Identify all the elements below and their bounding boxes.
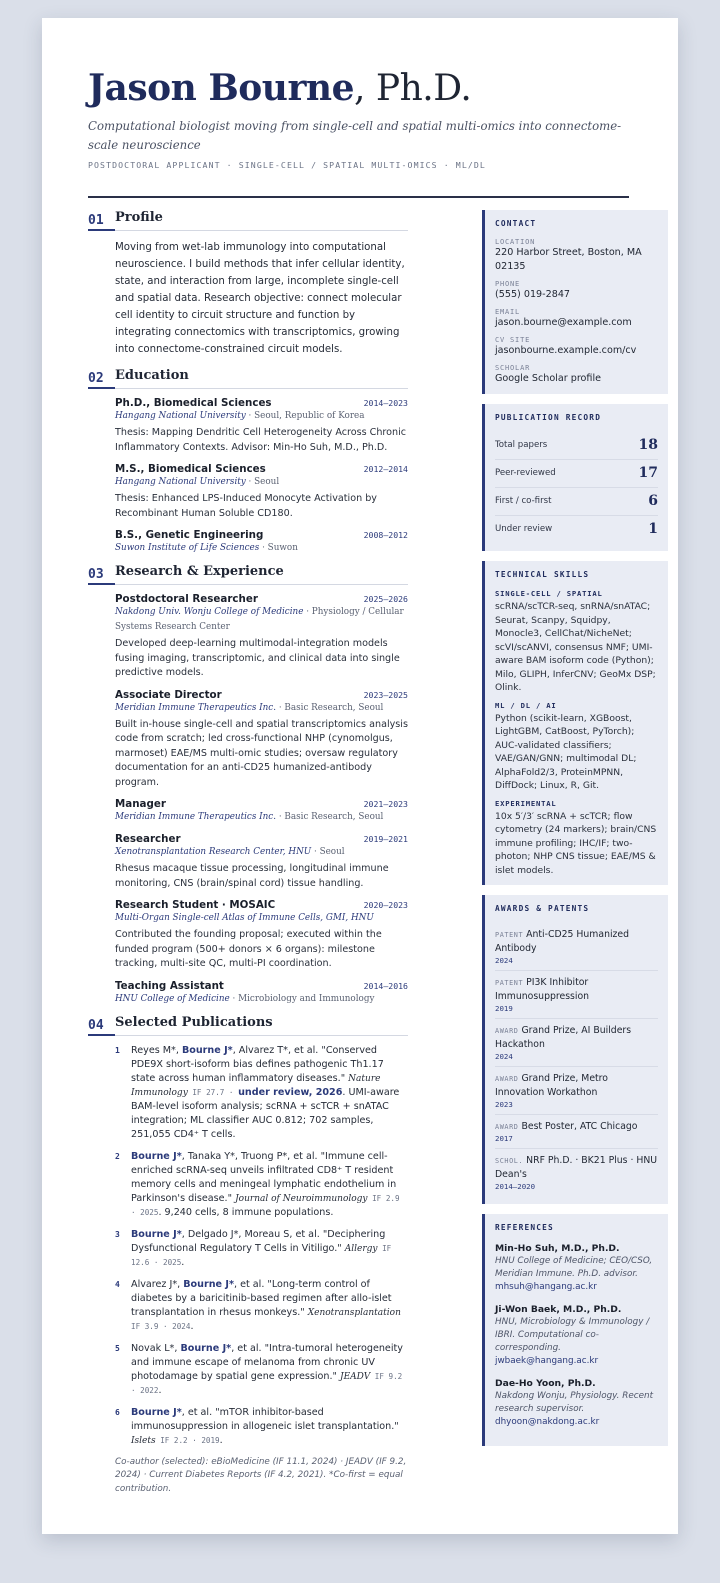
- section-number: 01: [88, 213, 115, 231]
- reference-name: Min-Ho Suh, M.D., Ph.D.: [495, 1243, 620, 1254]
- citation-text: , et al. "Intra-tumoral heterogeneity and immune escape of melanoma from chronic UV photodamage by spatial gene expression.": [131, 1342, 403, 1382]
- entry-dates: 2020–2023: [363, 900, 408, 910]
- contact-card: [482, 210, 668, 394]
- coauthor-note: Co-author (selected): eBioMedicine (IF 11.1, 2024) · JEADV (IF 9.2, 2024) · Current Diabetes Reports (IF 4.2, 2021). *Co-first = equal contribution.: [115, 1456, 407, 1494]
- award-year: 2024: [495, 956, 513, 965]
- institution-location: · Seoul: [245, 477, 280, 487]
- entry-row: [115, 529, 408, 541]
- header-divider: [88, 196, 629, 198]
- candidate-author: Bourne J*: [181, 1044, 233, 1056]
- publication-item: [115, 1406, 408, 1448]
- publication-citation: [131, 1342, 408, 1398]
- card-title: CONTACT: [495, 219, 537, 228]
- section-number: 02: [88, 371, 115, 389]
- award-name: PI3K Inhibitor Immunosuppression: [495, 977, 590, 1002]
- entry-row: [115, 689, 408, 701]
- stat-row: [495, 460, 658, 488]
- contact-label: SCHOLAR: [495, 364, 531, 372]
- award-name-line: [495, 1072, 658, 1100]
- institution-name: Multi-Organ Single-cell Atlas of Immune Cells, GMI, HNU: [115, 913, 374, 923]
- stat-label: Under review: [495, 524, 553, 534]
- tagline: Computational biologist moving from single-cell and spatial multi-omics into connectome-scale neuroscience: [88, 119, 622, 152]
- citation-tail: . UMI-aware BAM-level isoform analysis; scRNA + scTCR + snATAC integration; ML classifier AUC 0.812; 702 samples, 251,055 CD4⁺ T cells.: [131, 1086, 400, 1140]
- skill-group-title: SINGLE-CELL / SPATIAL: [495, 589, 603, 598]
- impact-factor: IF 9.2 · 2022: [131, 1371, 403, 1395]
- award-item: [495, 1149, 658, 1196]
- entry-description: Rhesus macaque tissue processing, longitudinal immune monitoring, CNS (brain/spinal cord) tissue handling.: [115, 863, 389, 889]
- institution-location: · Seoul: [311, 847, 345, 857]
- experience-entry: [115, 899, 408, 972]
- publication-item: [115, 1342, 408, 1398]
- award-list: [495, 923, 658, 1196]
- experience-entry: [115, 798, 408, 825]
- stat-row: [495, 516, 658, 543]
- candidate-author: Bourne J*: [180, 1342, 232, 1354]
- section-title: Education: [115, 368, 408, 389]
- citation-tail: .: [190, 1320, 194, 1332]
- candidate-author: Bourne J*: [131, 1150, 182, 1162]
- authors-before: Novak L*,: [131, 1342, 181, 1354]
- section-title: Selected Publications: [115, 1015, 408, 1036]
- award-kind: AWARD: [495, 1123, 519, 1131]
- impact-factor: IF 12.6 · 2025: [131, 1243, 392, 1267]
- entry-row: [115, 593, 408, 605]
- references-card: [482, 1214, 668, 1446]
- entry-org: [115, 541, 408, 556]
- skill-group-title: EXPERIMENTAL: [495, 798, 557, 808]
- main-column: [88, 210, 408, 1500]
- entry-org: [115, 992, 408, 1007]
- citation-tail: .: [181, 1256, 185, 1268]
- education-entry: [115, 529, 408, 556]
- profile-text: Moving from wet-lab immunology into computational neuroscience. I build methods that infer cellular identity, state, and interaction from large, incomplete single-cell and spatial data. Research objective: connect molecular cell identity to circuit structure and function by integrating connectomics with transcriptomics, growing into connectome-constrained circuit models.: [115, 242, 405, 355]
- institution-location: · Basic Research, Seoul: [276, 702, 384, 713]
- award-item: [495, 1067, 658, 1115]
- publication-number: 4: [115, 1279, 120, 1289]
- citation-text: , Alvarez T*, et al. "Conserved PDE9X short-isoform bias defines pathogenic Th1.17 state across human inflammatory diseases.": [131, 1044, 384, 1084]
- award-item: [495, 923, 658, 971]
- publication-citation: [131, 1406, 408, 1448]
- role-title: Associate Director: [115, 688, 222, 701]
- entry-description: Thesis: Mapping Dendritic Cell Heterogeneity Across Chronic Inflammatory Contexts. Advisor: Min-Ho Suh, M.D., Ph.D.: [115, 427, 407, 453]
- stat-label: Peer-reviewed: [495, 468, 556, 478]
- candidate-author: Bourne J*: [131, 1406, 182, 1418]
- skill-group-title: ML / DL / AI: [495, 700, 557, 710]
- authors-before: Reyes M*,: [131, 1044, 182, 1056]
- publication-record-card: [482, 404, 668, 551]
- entry-org: [115, 409, 408, 424]
- institution-name: Xenotransplantation Research Center, HNU: [115, 847, 312, 857]
- section-header: [88, 564, 408, 585]
- publication-item: [115, 1228, 408, 1270]
- degree-title: Ph.D., Biomedical Sciences: [115, 397, 272, 409]
- publication-number: 6: [115, 1407, 120, 1417]
- reference-list: [495, 1242, 658, 1429]
- impact-factor: IF 2.2 · 2019: [155, 1435, 220, 1445]
- publication-citation: [131, 1150, 408, 1220]
- education-list: [88, 397, 408, 556]
- impact-factor: IF 2.9 · 2025: [131, 1193, 400, 1217]
- kicker-line: POSTDOCTORAL APPLICANT · SINGLE-CELL / SPATIAL MULTI-OMICS · ML/DL: [88, 160, 486, 170]
- reference-affiliation: HNU College of Medicine; CEO/CSO, Meridian Immune. Ph.D. advisor.: [495, 1256, 653, 1279]
- entry-description: Contributed the founding proposal; executed within the funded program (500+ donors × 6 organs): milestone tracking, multi-site QC, multi-PI coordination.: [115, 929, 382, 969]
- experience-list: [88, 593, 408, 1007]
- skills-card: [482, 561, 668, 885]
- publication-citation: [131, 1278, 408, 1334]
- review-status: under review, 2026: [238, 1086, 343, 1098]
- reference-name: Dae-Ho Yoon, Ph.D.: [495, 1378, 596, 1389]
- candidate-name: [88, 68, 628, 109]
- award-name: Anti-CD25 Humanized Antibody: [495, 929, 630, 954]
- award-year: 2014–2020: [495, 1182, 536, 1191]
- contact-value[interactable]: jasonbourne.example.com/cv: [495, 345, 637, 356]
- skill-group-text: Python (scikit-learn, XGBoost, LightGBM, CatBoost, PyTorch); AUC-validated classifiers; VAE/GAN/GNN; multimodal DL; AlphaFold2/3, ProteinMPNN, DiffDock; Linux, R, Git.: [495, 712, 637, 791]
- card-title: AWARDS & PATENTS: [495, 904, 590, 913]
- entry-dates: 2014–2016: [363, 980, 408, 991]
- candidate-author: Bourne J*: [183, 1278, 234, 1290]
- stat-row: [495, 432, 658, 460]
- institution-location: · Physiology / Cellular Systems Research Center: [115, 607, 404, 632]
- citation-text: , Tanaka Y*, Truong P*, et al. "Immune cell-enriched scRNA-seq unveils infiltrated CD8⁺ T resident memory cells and meningeal lymphatic endothelium in Parkinson's disease.": [131, 1150, 397, 1204]
- citation-tail: . 9,240 cells, 8 immune populations.: [158, 1206, 334, 1218]
- institution-name: Nakdong Univ. Wonju College of Medicine: [115, 607, 304, 617]
- card-title: REFERENCES: [495, 1223, 554, 1232]
- entry-row: [115, 397, 408, 409]
- contact-label: LOCATION: [495, 238, 536, 246]
- role-title: Researcher: [115, 833, 181, 845]
- entry-dates: 2021–2023: [363, 799, 408, 809]
- publications-section: [88, 1015, 408, 1497]
- section-title: Research & Experience: [115, 564, 408, 585]
- publication-number: 2: [115, 1151, 120, 1161]
- institution-name: Suwon Institute of Life Sciences: [115, 543, 260, 553]
- card-title: TECHNICAL SKILLS: [495, 570, 590, 579]
- reference-name: Ji-Won Baek, M.D., Ph.D.: [495, 1304, 622, 1315]
- role-title: Research Student · MOSAIC: [115, 899, 276, 911]
- profile-section: [88, 210, 408, 358]
- award-name-line: [495, 1024, 658, 1052]
- entry-org: [115, 701, 408, 716]
- award-item: [495, 971, 658, 1019]
- entry-row: [115, 833, 408, 845]
- institution-name: Meridian Immune Therapeutics Inc.: [115, 702, 277, 713]
- publications-body: [88, 1044, 408, 1497]
- publication-number: 5: [115, 1343, 120, 1353]
- institution-name: HNU College of Medicine: [115, 993, 230, 1004]
- contact-value: (555) 019-2847: [495, 289, 571, 300]
- publication-item: [115, 1150, 408, 1220]
- award-kind: AWARD: [495, 1027, 519, 1035]
- award-name: Grand Prize, Metro Innovation Workathon: [495, 1073, 608, 1098]
- award-year: 2023: [495, 1100, 513, 1109]
- skill-group-text: 10x 5′/3′ scRNA + scTCR; flow cytometry (24 markers); brain/CNS immune profiling; IHC/IF; two-photon; NHP CNS tissue; EAE/MS & islet models.: [495, 810, 657, 876]
- reference-email[interactable]: dhyoon@nakdong.ac.kr: [495, 1417, 600, 1427]
- entry-description: Developed deep-learning multimodal-integration models fusing imaging, transcriptomic, and clinical data into single predictive models.: [115, 638, 400, 678]
- entry-dates: 2019–2021: [363, 834, 408, 844]
- entry-dates: 2025–2026: [363, 594, 408, 604]
- citation-tail: .: [158, 1384, 162, 1396]
- contact-label: PHONE: [495, 280, 521, 288]
- reference-affiliation: Nakdong Wonju, Physiology. Recent research supervisor.: [495, 1391, 654, 1414]
- name-text: Jason Bourne: [88, 67, 355, 109]
- entry-description: Thesis: Enhanced LPS-Induced Monocyte Activation by Recombinant Human Soluble CD180.: [115, 493, 377, 519]
- reference-email[interactable]: jwbaek@hangang.ac.kr: [495, 1356, 599, 1366]
- resume-page: [42, 18, 678, 1534]
- stat-label: Total papers: [495, 440, 548, 450]
- award-year: 2019: [495, 1004, 513, 1013]
- experience-entry: [115, 980, 408, 1007]
- award-kind: SCHOL.: [495, 1157, 524, 1165]
- education-entry: [115, 397, 408, 455]
- experience-section: [88, 564, 408, 1007]
- publication-citation: [131, 1044, 408, 1142]
- role-title: Postdoctoral Researcher: [115, 593, 258, 605]
- education-section: [88, 368, 408, 556]
- publication-number: 3: [115, 1229, 120, 1239]
- publication-number: 1: [115, 1045, 120, 1055]
- journal-name: Xenotransplantation: [307, 1307, 401, 1318]
- entry-dates: 2014–2023: [363, 398, 408, 408]
- experience-entry: [115, 689, 408, 791]
- entry-row: [115, 798, 408, 810]
- award-kind: PATENT: [495, 979, 524, 987]
- award-kind: PATENT: [495, 931, 524, 939]
- entry-org: [115, 845, 408, 860]
- award-year: 2024: [495, 1052, 513, 1061]
- contact-value: 220 Harbor Street, Boston, MA 02135: [495, 247, 642, 272]
- journal-name: Nature Immunology: [131, 1073, 381, 1098]
- entry-dates: 2008–2012: [363, 530, 408, 540]
- section-title: Profile: [115, 210, 408, 231]
- stat-value: 1: [648, 521, 658, 537]
- reference-item: [495, 1303, 658, 1368]
- card-title: PUBLICATION RECORD: [495, 413, 602, 422]
- publication-item: [115, 1044, 408, 1142]
- reference-affiliation: HNU, Microbiology & Immunology / IBRI. Computational co-corresponding.: [495, 1317, 650, 1353]
- contact-list: [495, 238, 658, 386]
- stat-value: 18: [638, 437, 658, 453]
- journal-name: Islets: [131, 1435, 156, 1446]
- impact-factor: IF 27.7 ·: [187, 1087, 239, 1097]
- section-header: [88, 368, 408, 389]
- award-name-line: [495, 928, 658, 956]
- institution-name: Hangang National University: [115, 411, 246, 421]
- resume-header: [88, 68, 628, 170]
- education-entry: [115, 463, 408, 521]
- impact-factor: IF 3.9 · 2024: [131, 1321, 191, 1331]
- award-item: [495, 1019, 658, 1067]
- journal-name: Allergy: [344, 1243, 378, 1254]
- stat-list: [495, 432, 658, 543]
- entry-description: Built in-house single-cell and spatial transcriptomics analysis code from scratch; led cross-functional NHP (cynomolgus, marmoset) EAE/MS multi-omic studies; oversaw regulatory documentation for an anti-CD25 humanized-antibody program.: [115, 718, 408, 788]
- reference-item: [495, 1242, 658, 1294]
- contact-value[interactable]: jason.bourne@example.com: [495, 317, 632, 328]
- entry-row: [115, 980, 408, 992]
- experience-entry: [115, 833, 408, 891]
- publication-citation: [131, 1228, 408, 1270]
- citation-tail: .: [219, 1434, 223, 1446]
- entry-dates: 2012–2014: [363, 464, 408, 474]
- section-number: 03: [88, 567, 115, 585]
- journal-name: Journal of Neuroimmunology: [235, 1193, 368, 1204]
- awards-card: [482, 895, 668, 1204]
- degree-title: B.S., Genetic Engineering: [115, 529, 264, 541]
- institution-location: · Microbiology and Immunology: [229, 993, 375, 1004]
- role-title: Manager: [115, 798, 166, 810]
- contact-label: CV SITE: [495, 336, 531, 344]
- contact-value[interactable]: Google Scholar profile: [495, 373, 602, 384]
- entry-org: [115, 911, 408, 926]
- publication-list: [115, 1044, 408, 1448]
- award-name-line: [495, 1120, 658, 1134]
- award-name-line: [495, 976, 658, 1004]
- institution-location: · Basic Research, Seoul: [276, 812, 384, 822]
- award-name: Best Poster, ATC Chicago: [521, 1121, 638, 1132]
- citation-text: , et al. "mTOR inhibitor-based immunosuppression in allogeneic islet transplantation.": [131, 1406, 399, 1432]
- institution-location: · Suwon: [259, 543, 298, 553]
- role-title: Teaching Assistant: [115, 979, 224, 992]
- skill-group-text: scRNA/scTCR-seq, snRNA/snATAC; Seurat, Scanpy, Squidpy, Monocle3, CellChat/NicheNet; scVI/scANVI, consensus NMF; UMI-aware BAM isoform code (Python); Milo, GLIPH, InferCNV; GeoMx DSP; Olink.: [495, 601, 656, 693]
- authors-before: Alvarez J*,: [131, 1278, 184, 1290]
- sidebar: [482, 210, 668, 1456]
- stat-label: First / co-first: [495, 496, 552, 506]
- citation-text: , et al. "Long-term control of diabetes by a baricitinib-based regimen after allo-islet transplantation in rhesus monkeys.": [131, 1278, 392, 1318]
- journal-name: JEADV: [340, 1371, 371, 1382]
- award-year: 2017: [495, 1134, 513, 1143]
- institution-location: · Seoul, Republic of Korea: [245, 411, 365, 421]
- award-item: [495, 1115, 658, 1149]
- degree-text: , Ph.D.: [354, 68, 472, 109]
- award-kind: AWARD: [495, 1075, 519, 1083]
- institution-name: Hangang National University: [115, 477, 246, 487]
- award-name: Grand Prize, AI Builders Hackathon: [495, 1025, 632, 1050]
- publication-item: [115, 1278, 408, 1334]
- institution-name: Meridian Immune Therapeutics Inc.: [115, 812, 277, 822]
- stat-value: 6: [648, 493, 658, 509]
- experience-entry: [115, 593, 408, 681]
- section-header: [88, 1015, 408, 1036]
- section-header: [88, 210, 408, 231]
- award-name-line: [495, 1154, 658, 1182]
- entry-org: [115, 605, 408, 635]
- degree-title: M.S., Biomedical Sciences: [115, 463, 266, 475]
- entry-org: [115, 810, 408, 825]
- entry-row: [115, 463, 408, 475]
- stat-row: [495, 488, 658, 516]
- candidate-author: Bourne J*: [131, 1228, 182, 1240]
- entry-dates: 2023–2025: [363, 689, 408, 700]
- reference-item: [495, 1377, 658, 1429]
- entry-org: [115, 475, 408, 490]
- stat-value: 17: [638, 465, 658, 481]
- award-name: NRF Ph.D. · BK21 Plus · HNU Dean's: [495, 1155, 658, 1180]
- reference-email[interactable]: mhsuh@hangang.ac.kr: [495, 1282, 597, 1292]
- section-number: 04: [88, 1018, 115, 1036]
- contact-label: EMAIL: [495, 308, 521, 316]
- citation-text: , Delgado J*, Moreau S, et al. "Deciphering Dysfunctional Regulatory T Cells in Vitiligo.": [131, 1228, 386, 1254]
- skill-list: [495, 589, 658, 877]
- entry-row: [115, 899, 408, 911]
